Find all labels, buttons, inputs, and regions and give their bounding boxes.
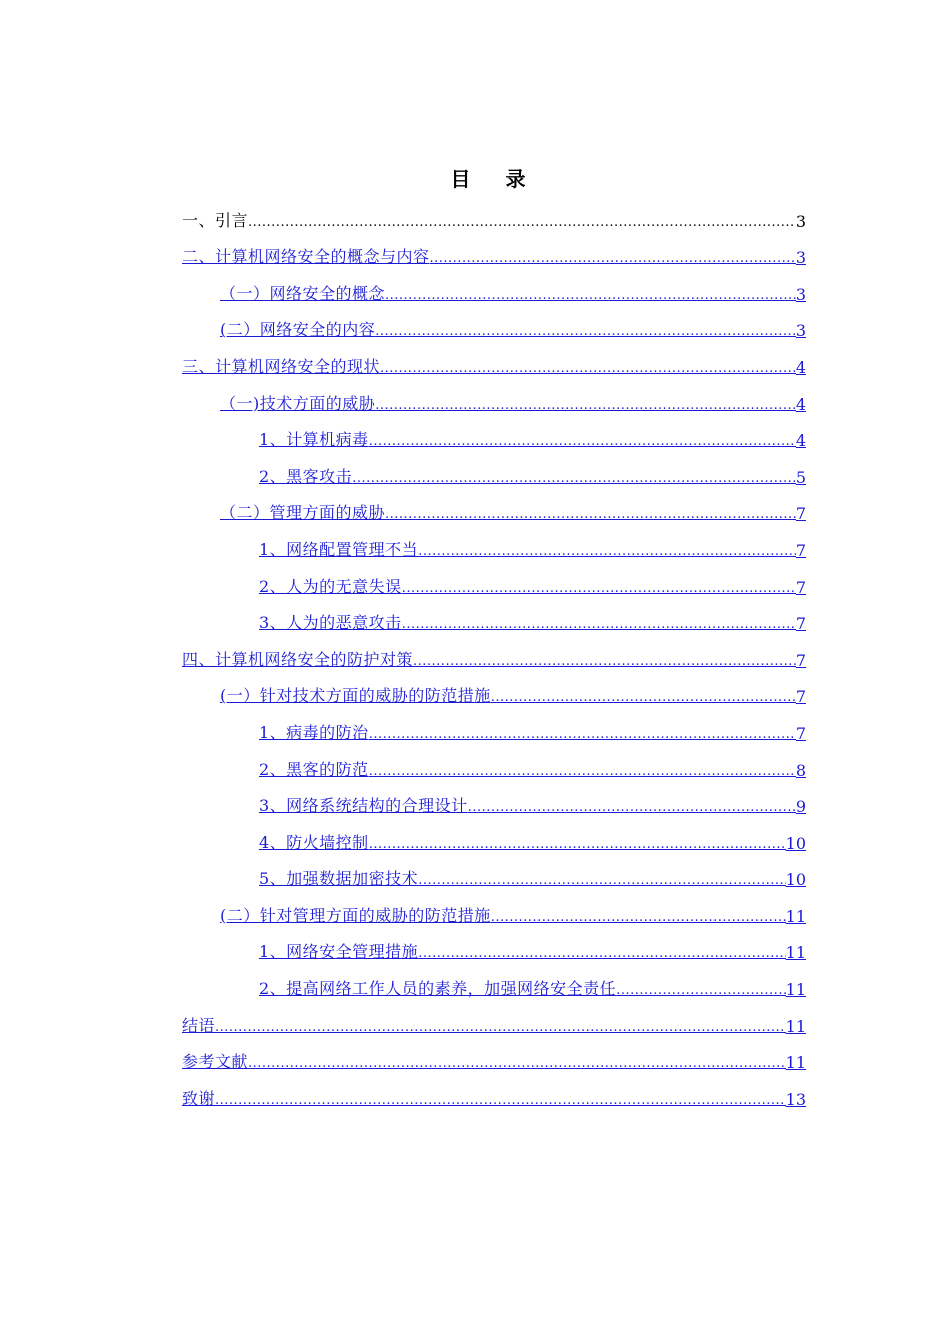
toc-entry-title: 1、网络配置管理不当 [259, 539, 419, 559]
toc-entry[interactable] [182, 855, 806, 892]
toc-entry[interactable] [182, 708, 806, 745]
toc-entry-page-number: 4 [795, 431, 806, 451]
toc-entry-title: 三、计算机网络安全的现状 [182, 356, 381, 376]
toc-entry-title: 1、计算机病毒 [259, 430, 369, 450]
toc-entry[interactable] [182, 599, 806, 636]
toc-entry-title: 二、计算机网络安全的概念与内容 [182, 247, 430, 267]
toc-entry-page-number: 10 [785, 833, 806, 853]
toc-entry-title: 1、病毒的防治 [259, 722, 369, 742]
toc-dot-leader [430, 251, 796, 269]
toc-dot-leader [385, 288, 796, 306]
toc-entry-title: 1、网络安全管理措施 [259, 942, 419, 962]
toc-entry-title: 3、人为的恶意攻击 [259, 613, 402, 633]
toc-entry[interactable] [182, 416, 806, 453]
toc-dot-leader [215, 1093, 786, 1111]
toc-dot-leader [616, 983, 785, 1001]
toc-entry-title: 2、黑客的防范 [259, 759, 369, 779]
toc-entry-page-number: 11 [785, 1016, 806, 1036]
toc-entry[interactable] [182, 1074, 806, 1111]
toc-dot-leader [385, 507, 796, 525]
toc-entry[interactable] [182, 269, 806, 306]
toc-dot-leader [491, 690, 796, 708]
toc-dot-leader [248, 1056, 786, 1074]
toc-entry-title: （二）管理方面的威胁 [220, 503, 386, 523]
toc-dot-leader [402, 617, 796, 635]
toc-entry-title: 一、引言 [182, 210, 249, 230]
toc-entry-title: 2、黑客攻击 [259, 466, 353, 486]
toc-dot-leader [352, 471, 796, 489]
toc-entry[interactable] [182, 745, 806, 782]
toc-entry[interactable] [182, 672, 806, 709]
toc-entry-title: 四、计算机网络安全的防护对策 [182, 649, 414, 669]
toc-entry-page-number: 11 [785, 906, 806, 926]
toc-entry-title: 2、提高网络工作人员的素养，加强网络安全责任 [259, 979, 617, 999]
toc-dot-leader [215, 1020, 786, 1038]
toc-entry-title: 4、防火墙控制 [259, 832, 369, 852]
toc-dot-leader [418, 873, 785, 891]
toc-entry-page-number: 4 [795, 357, 806, 377]
toc-dot-leader [369, 434, 796, 452]
toc-entry-title: (二）针对管理方面的威胁的防范措施 [220, 905, 491, 925]
toc-entry-page-number: 7 [795, 540, 806, 560]
toc-dot-leader [375, 324, 796, 342]
toc-entry-title: （一)技术方面的威胁 [220, 393, 376, 413]
toc-dot-leader [413, 654, 796, 672]
toc-dot-leader [369, 764, 796, 782]
toc-entry-page-number: 11 [785, 980, 806, 1000]
toc-entry[interactable] [182, 782, 806, 819]
toc-dot-leader [402, 581, 796, 599]
toc-entry-page-number: 11 [785, 943, 806, 963]
toc-entry-title: 3、网络系统结构的合理设计 [259, 796, 468, 816]
toc-dot-leader [248, 215, 796, 233]
toc-dot-leader [418, 946, 785, 964]
toc-entry-page-number: 10 [785, 870, 806, 890]
toc-entry-title: (一）针对技术方面的威胁的防范措施 [220, 686, 491, 706]
toc-entry [182, 196, 806, 233]
toc-entry-page-number: 7 [795, 504, 806, 524]
toc-dot-leader [468, 800, 796, 818]
toc-entry-title: 参考文献 [182, 1052, 249, 1072]
toc-entry[interactable] [182, 928, 806, 965]
toc-entry[interactable] [182, 342, 806, 379]
toc-entry-page-number: 7 [795, 723, 806, 743]
toc-entry[interactable] [182, 1038, 806, 1075]
toc-entry[interactable] [182, 306, 806, 343]
toc-entry[interactable] [182, 562, 806, 599]
table-of-contents [182, 196, 806, 1111]
toc-entry-title: 致谢 [182, 1088, 216, 1108]
toc-entry[interactable] [182, 635, 806, 672]
toc-entry-title: （一）网络安全的概念 [220, 283, 386, 303]
toc-entry-page-number: 7 [795, 650, 806, 670]
toc-entry[interactable] [182, 1001, 806, 1038]
toc-entry-page-number: 9 [795, 797, 806, 817]
toc-entry-page-number: 8 [795, 760, 806, 780]
toc-entry-page-number: 3 [795, 248, 806, 268]
toc-entry-page-number: 3 [795, 211, 806, 231]
toc-entry-page-number: 13 [785, 1089, 806, 1109]
toc-entry-page-number: 5 [795, 467, 806, 487]
toc-entry[interactable] [182, 452, 806, 489]
toc-entry[interactable] [182, 964, 806, 1001]
toc-entry[interactable] [182, 233, 806, 270]
toc-entry[interactable] [182, 379, 806, 416]
toc-title: 目 录 [450, 167, 540, 191]
toc-entry[interactable] [182, 891, 806, 928]
toc-entry-title: (二）网络安全的内容 [220, 320, 376, 340]
toc-dot-leader [491, 910, 786, 928]
toc-entry[interactable] [182, 489, 806, 526]
toc-entry-page-number: 7 [795, 687, 806, 707]
toc-dot-leader [375, 398, 796, 416]
toc-entry[interactable] [182, 525, 806, 562]
toc-dot-leader [380, 361, 796, 379]
toc-entry-page-number: 4 [795, 394, 806, 414]
toc-entry-page-number: 7 [795, 577, 806, 597]
toc-entry-title: 结语 [182, 1015, 216, 1035]
toc-entry-title: 5、加强数据加密技术 [259, 869, 419, 889]
toc-dot-leader [418, 544, 796, 562]
toc-entry[interactable] [182, 818, 806, 855]
toc-entry-page-number: 3 [795, 284, 806, 304]
toc-entry-page-number: 7 [795, 614, 806, 634]
toc-dot-leader [369, 837, 786, 855]
toc-entry-page-number: 11 [785, 1053, 806, 1073]
toc-entry-page-number: 3 [795, 321, 806, 341]
toc-entry-title: 2、人为的无意失误 [259, 576, 402, 596]
toc-dot-leader [369, 727, 796, 745]
